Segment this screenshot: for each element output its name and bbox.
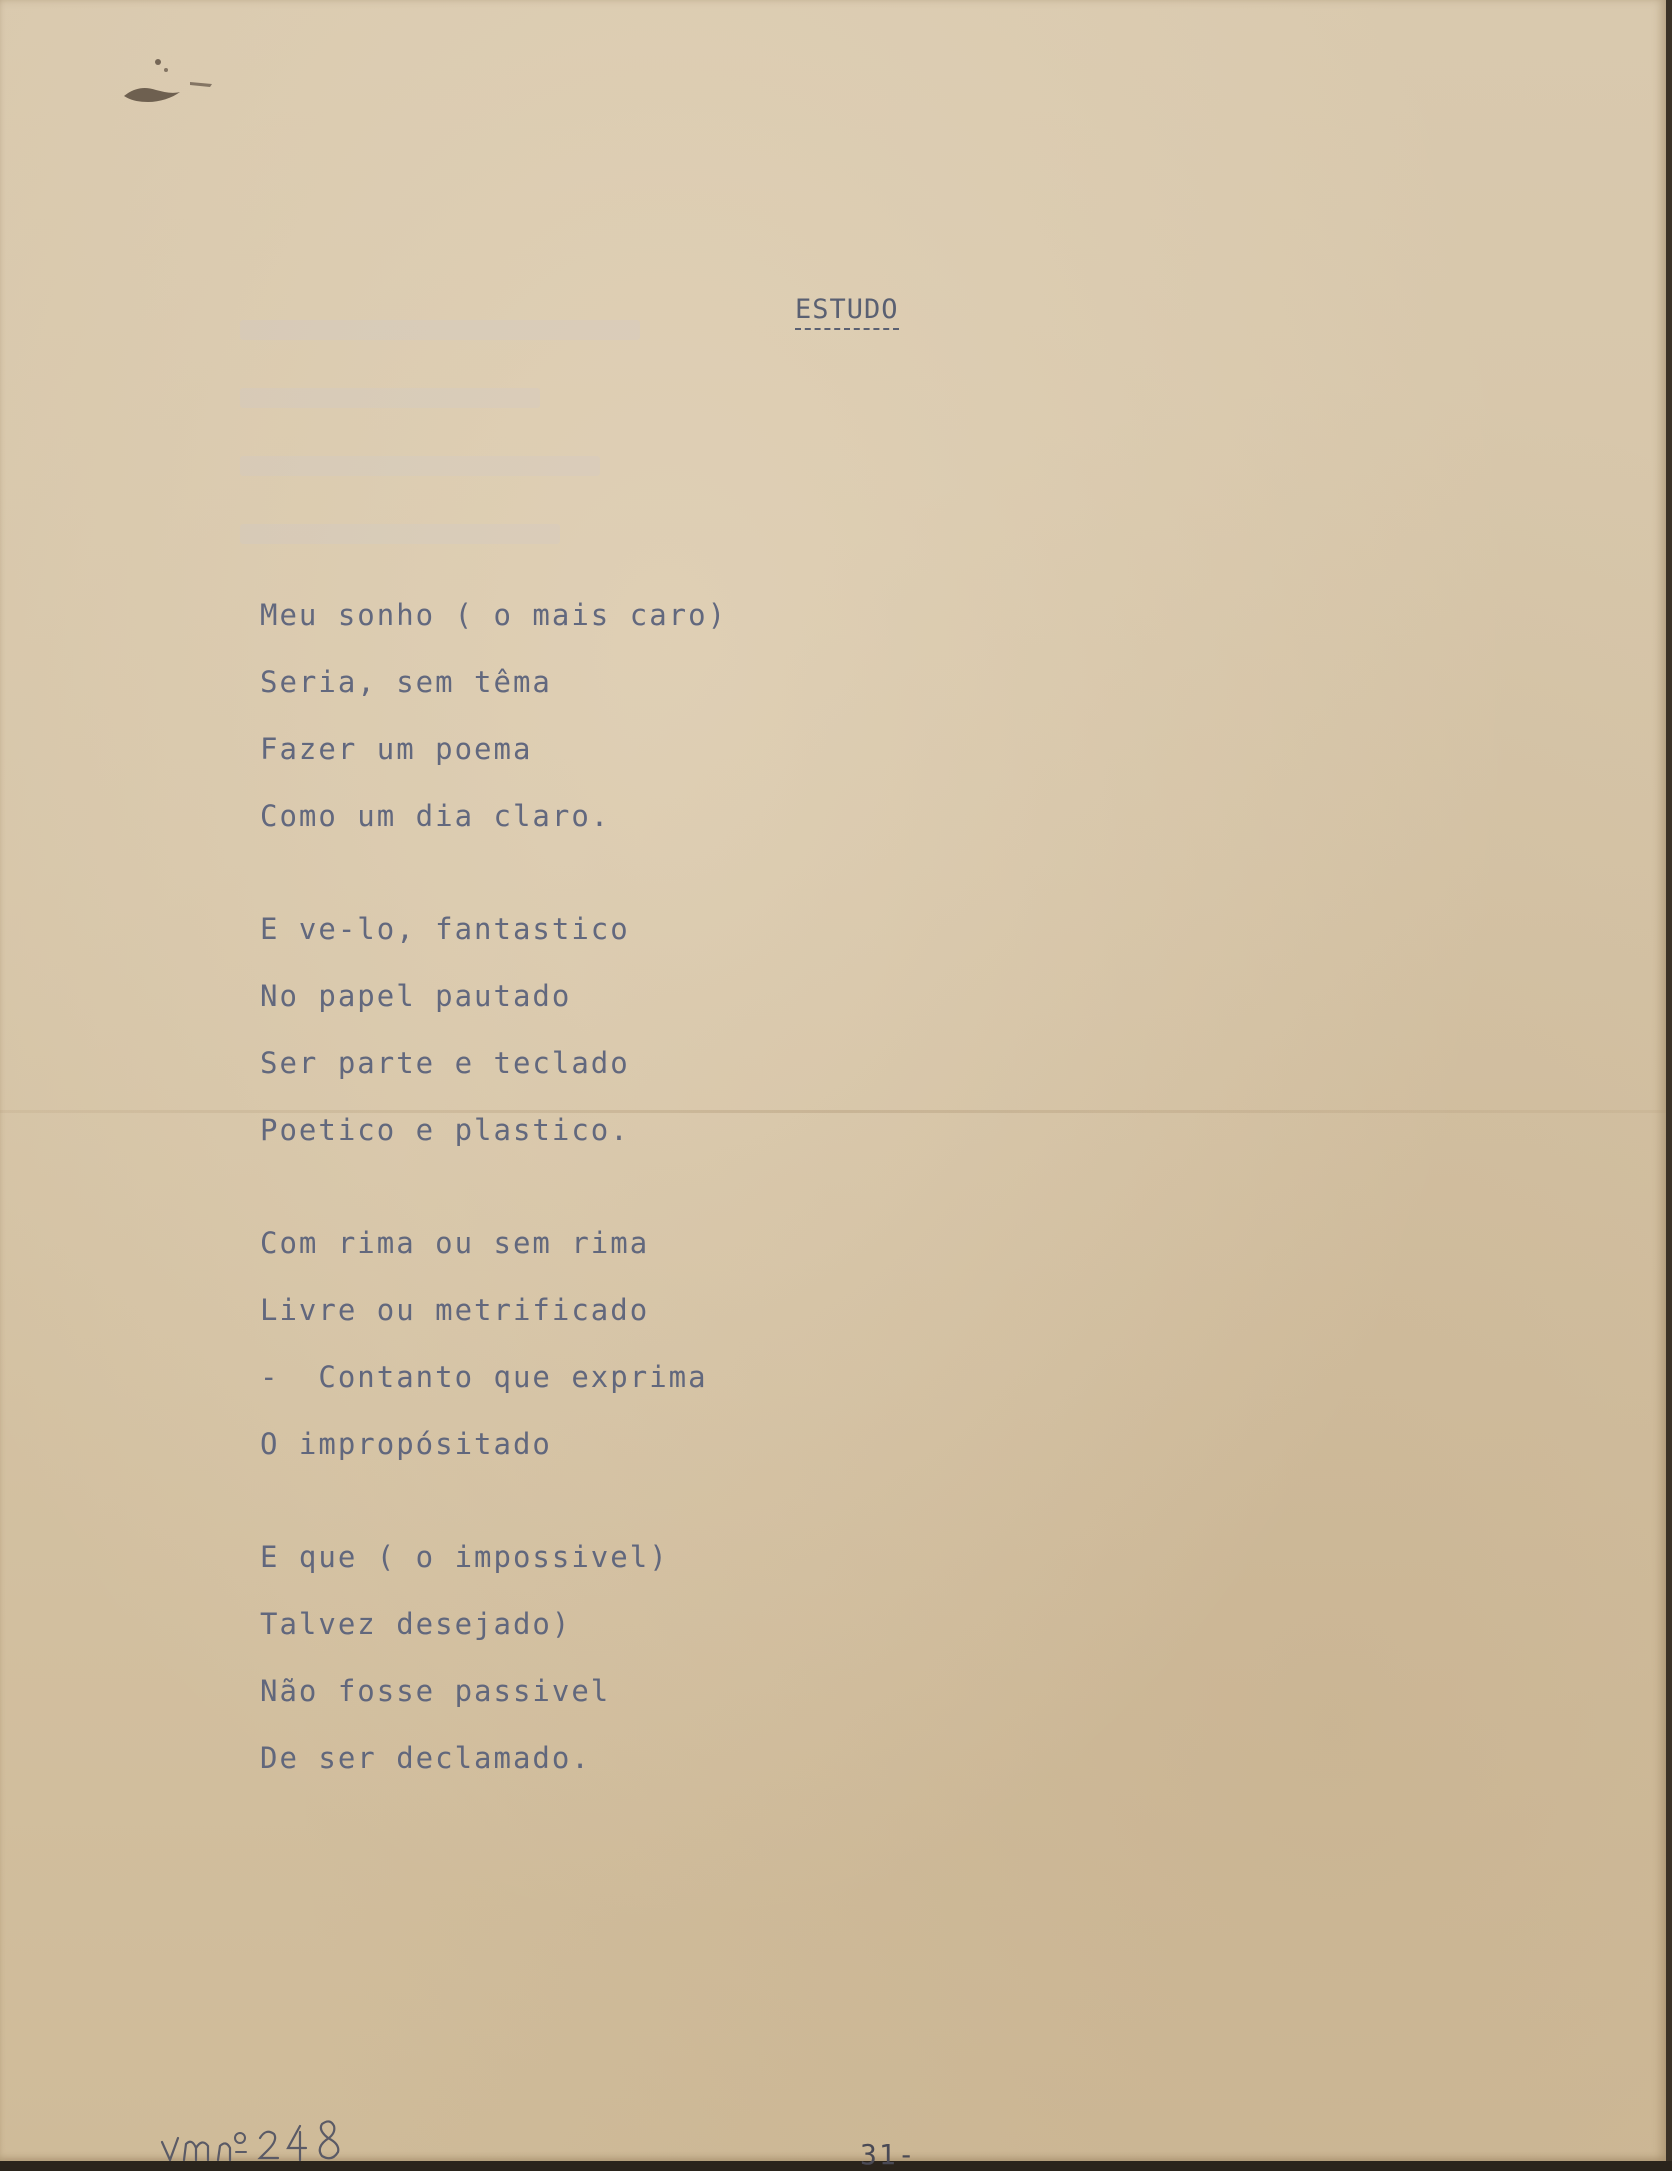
stanza-2 bbox=[260, 906, 727, 1153]
poem-line: Seria, sem têma bbox=[260, 665, 552, 699]
stanza-4 bbox=[260, 1534, 727, 1781]
stanza-1 bbox=[260, 592, 727, 839]
handwritten-catalog-note bbox=[160, 2108, 390, 2161]
poem-line: Não fosse passivel bbox=[260, 1674, 611, 1708]
poem-line: O impropósitado bbox=[260, 1427, 552, 1461]
poem-line: De ser declamado. bbox=[260, 1741, 591, 1775]
poem-line: Ser parte e teclado bbox=[260, 1046, 630, 1080]
poem-body bbox=[260, 592, 727, 1848]
poem-line: Talvez desejado) bbox=[260, 1607, 572, 1641]
poem-line: E ve-lo, fantastico bbox=[260, 912, 630, 946]
poem-line: Como um dia claro. bbox=[260, 799, 611, 833]
poem-line: E que ( o impossivel) bbox=[260, 1540, 669, 1574]
scan-edge bbox=[1666, 0, 1672, 2161]
poem-line: - Contanto que exprima bbox=[260, 1360, 708, 1394]
ink-smudge bbox=[120, 52, 230, 112]
poem-title: ESTUDO bbox=[795, 294, 899, 330]
poem-line: Com rima ou sem rima bbox=[260, 1226, 650, 1260]
poem-line: Poetico e plastico. bbox=[260, 1113, 630, 1147]
poem-line: Meu sonho ( o mais caro) bbox=[260, 598, 728, 632]
show-through-ghost-text bbox=[240, 320, 660, 580]
poem-line: Fazer um poema bbox=[260, 732, 533, 766]
poem-line: No papel pautado bbox=[260, 979, 572, 1013]
paper-fold bbox=[0, 1110, 1666, 1113]
poem-line: Livre ou metrificado bbox=[260, 1293, 650, 1327]
stanza-3 bbox=[260, 1220, 727, 1467]
page-number: 31- bbox=[860, 2138, 917, 2171]
